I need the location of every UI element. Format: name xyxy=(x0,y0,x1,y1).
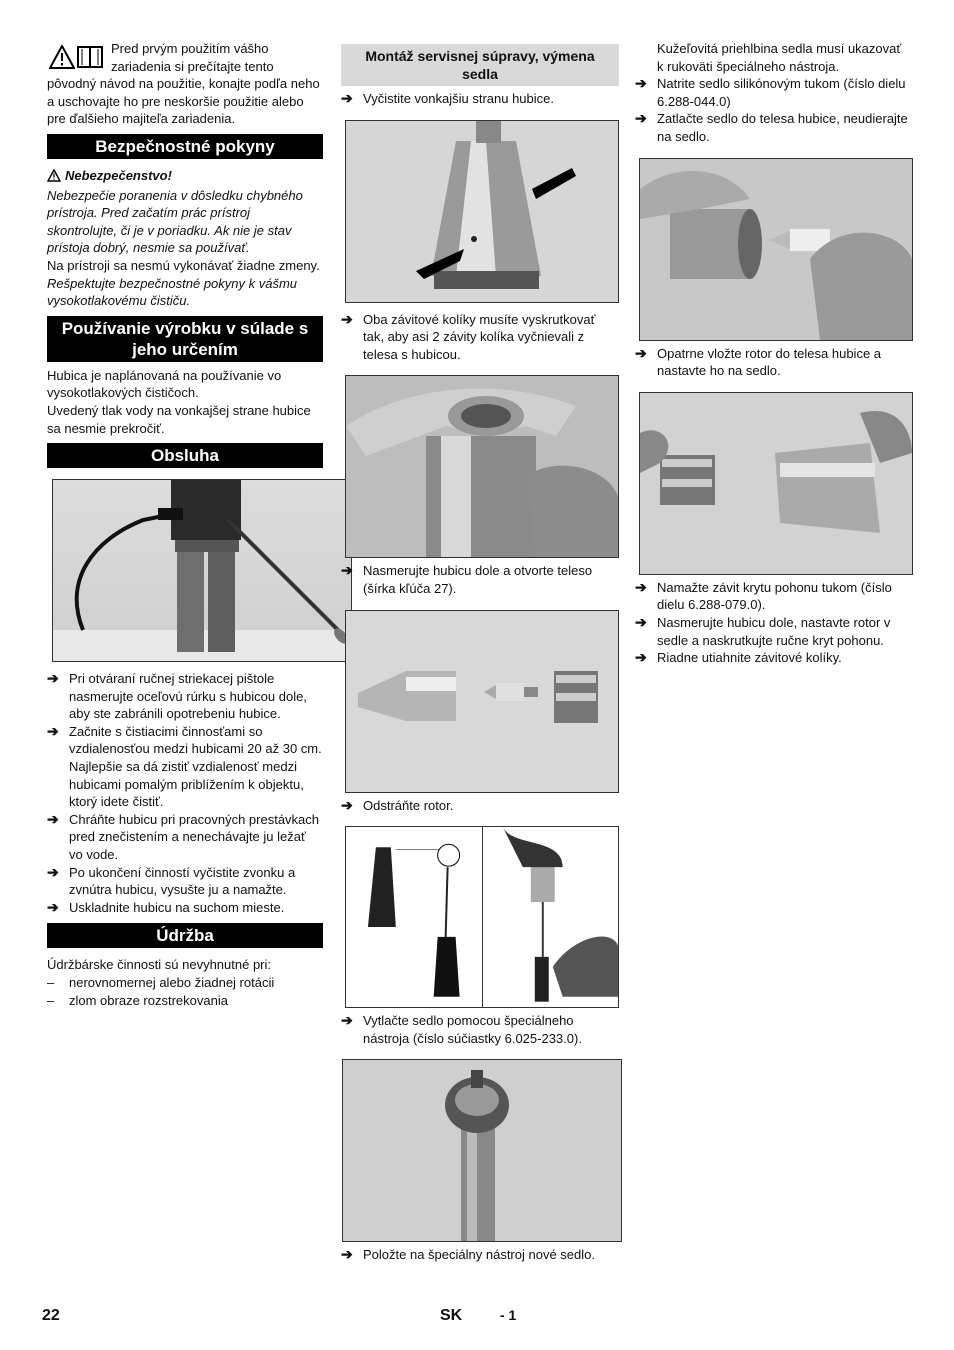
arrow-icon: ➔ xyxy=(635,613,647,630)
photo-new-seat xyxy=(342,1059,622,1242)
arrow-icon: ➔ xyxy=(635,75,647,92)
photo-press-seat xyxy=(639,158,913,341)
photo-person-spraying xyxy=(52,479,352,662)
list-item: ➔ Nasmerujte hubicu dole, nastavte rotor v sedle a naskrutkujte ručne kryt pohonu. xyxy=(635,613,891,648)
arrow-icon: ➔ xyxy=(47,863,59,880)
manual-book-icon xyxy=(77,45,103,69)
photo-wrench-opening xyxy=(345,375,619,558)
arrow-icon: ➔ xyxy=(341,310,353,327)
page-number: 22 xyxy=(42,1307,60,1324)
operation-steps xyxy=(47,670,323,916)
person-with-spray-gun-image xyxy=(53,480,351,661)
photo-insert-rotor xyxy=(639,392,913,575)
warning-triangle-icon xyxy=(49,45,75,69)
list-item: – nerovnomernej alebo žiadnej rotácii xyxy=(47,975,275,990)
photo-special-tool xyxy=(345,826,619,1008)
page-suffix: - 1 xyxy=(500,1307,517,1323)
special-tool-image xyxy=(346,827,483,1007)
safety-paragraph: Na prístroji sa nesmú vykonávať žiadne zmeny. xyxy=(47,257,320,273)
arrow-icon: ➔ xyxy=(635,649,647,666)
list-item: ➔ Vytlačte sedlo pomocou špeciálneho nástroja (číslo súčiastky 6.025-233.0). xyxy=(341,1012,582,1046)
list-item: ➔ Natrite sedlo silikónovým tukom (číslo dielu 6.288-044.0) xyxy=(635,75,906,109)
arrow-icon: ➔ xyxy=(341,562,353,579)
intro xyxy=(47,40,323,128)
arrow-icon: ➔ xyxy=(635,578,647,595)
operation-note: Najlepšie sa dá zistiť vzdialenosť medzi hubicami pomalým priblížením k objektu, ktorý idete čistiť. xyxy=(69,759,304,810)
list-item: ➔ Začnite s čistiacimi činnosťami so vzdialenosťou medzi hubicami 20 až 30 cm. xyxy=(47,722,322,757)
list-item: ➔ Položte na špeciálny nástroj nové sedlo. xyxy=(341,1246,595,1263)
usage-paragraph: Hubica je naplánovaná na používanie vo vysokotlakových čističoch. xyxy=(47,367,282,401)
wrench-on-nozzle-image xyxy=(346,376,618,557)
list-item: ➔ Odstráňte rotor. xyxy=(341,796,454,813)
arrow-icon: ➔ xyxy=(341,1012,353,1029)
list-item: ➔ Pri otváraní ručnej striekacej pištole nasmerujte oceľovú rúrku s hubicou dole, aby ste zabránili opotrebeniu hubice. xyxy=(47,670,307,722)
list-item: ➔ Po ukončení činností vyčistite zvonku a zvnútra hubicu, vysušte ju a namažte. xyxy=(47,863,296,898)
maintenance-paragraph: Údržbárske činnosti sú nevyhnutné pri: xyxy=(47,957,272,973)
safety-paragraph: Rešpektujte bezpečnostné pokyny k vášmu vysokotlakovému čističu. xyxy=(47,275,298,309)
danger-label-row xyxy=(47,167,323,185)
arrow-icon: ➔ xyxy=(341,796,353,813)
arrow-icon: ➔ xyxy=(635,344,647,361)
list-item: ➔ Chráňte hubicu pri pracovných prestávkach pred znečistením a nenechávajte ju ležať vo vode. xyxy=(47,810,320,863)
service-heading: Montáž servisnej súpravy, výmena sedla xyxy=(341,44,619,86)
arrow-icon: ➔ xyxy=(47,722,59,739)
arrow-icon: ➔ xyxy=(47,898,59,915)
photo-parts-disassembled xyxy=(345,610,619,793)
danger-label: Nebezpečenstvo! xyxy=(65,167,172,183)
safety-paragraph: Nebezpečie poranenia v dôsledku chybného prístroja. Pred začatím prác prístroj skontrolujte, či je v poriadku. Ak nie je stav prístoja dobrý, nesmie sa používať. xyxy=(47,187,303,256)
pressing-seat-image xyxy=(640,159,912,340)
arrow-icon: ➔ xyxy=(47,670,59,687)
seat-note: Kužeľovitá priehlbina sedla musí ukazovať k rukoväti špeciálneho nástroja. xyxy=(657,41,902,74)
safety-heading: Bezpečnostné pokyny xyxy=(47,134,323,159)
usage-heading: Používanie výrobku v súlade s jeho určením xyxy=(47,316,323,362)
arrow-icon: ➔ xyxy=(341,90,353,106)
language-code: SK xyxy=(440,1307,463,1324)
list-item: – zlom obraze rozstrekovania xyxy=(47,992,228,1008)
column-left xyxy=(47,40,323,1009)
intro-text: Pred prvým použitím vášho zariadenia si prečítajte tento pôvodný návod na použitie, konajte podľa neho a uschovajte ho pre neskoršie použitie alebo pre ďalšieho majiteľa zariadenia. xyxy=(47,41,320,127)
arrow-icon: ➔ xyxy=(341,1246,353,1263)
intro-icons xyxy=(49,45,103,69)
list-item: ➔ Riadne utiahnite závitové kolíky. xyxy=(635,649,842,666)
disassembled-nozzle-parts-image xyxy=(346,611,618,792)
arrow-icon: ➔ xyxy=(47,810,59,827)
list-item: ➔ Vyčistite vonkajšiu stranu hubice. xyxy=(341,90,555,106)
list-item: ➔ Zatlačte sedlo do telesa hubice, neudierajte na sedlo. xyxy=(635,110,908,144)
usage-paragraph: Uvedený tlak vody na vonkajšej strane hubice sa nesmie prekročiť. xyxy=(47,402,311,436)
list-item: ➔ Opatrne vložte rotor do telesa hubice a nastavte ho na sedlo. xyxy=(635,344,882,379)
inserting-rotor-image xyxy=(640,393,912,574)
column-right xyxy=(635,40,911,667)
pushing-seat-out-image xyxy=(483,827,619,1007)
list-item: ➔ Uskladnite hubicu na suchom mieste. xyxy=(47,898,285,915)
maintenance-heading: Údržba xyxy=(47,923,323,948)
arrow-icon: ➔ xyxy=(635,110,647,127)
list-item: ➔ Namažte závit krytu pohonu tukom (číslo dielu 6.288-079.0). xyxy=(635,578,892,613)
list-item: ➔ Oba závitové kolíky musíte vyskrutkovať tak, aby asi 2 závity kolíka vyčnievali z telesa s hubicou. xyxy=(341,310,596,362)
operation-heading: Obsluha xyxy=(47,443,323,468)
new-seat-on-tool-image xyxy=(343,1060,621,1241)
column-middle xyxy=(341,40,619,1264)
nozzle-with-arrows-image xyxy=(346,121,618,302)
warning-triangle-icon xyxy=(47,169,61,182)
list-item: ➔ Nasmerujte hubicu dole a otvorte teleso (šírka kľúča 27). xyxy=(341,562,593,596)
photo-nozzle-pins xyxy=(345,120,619,303)
